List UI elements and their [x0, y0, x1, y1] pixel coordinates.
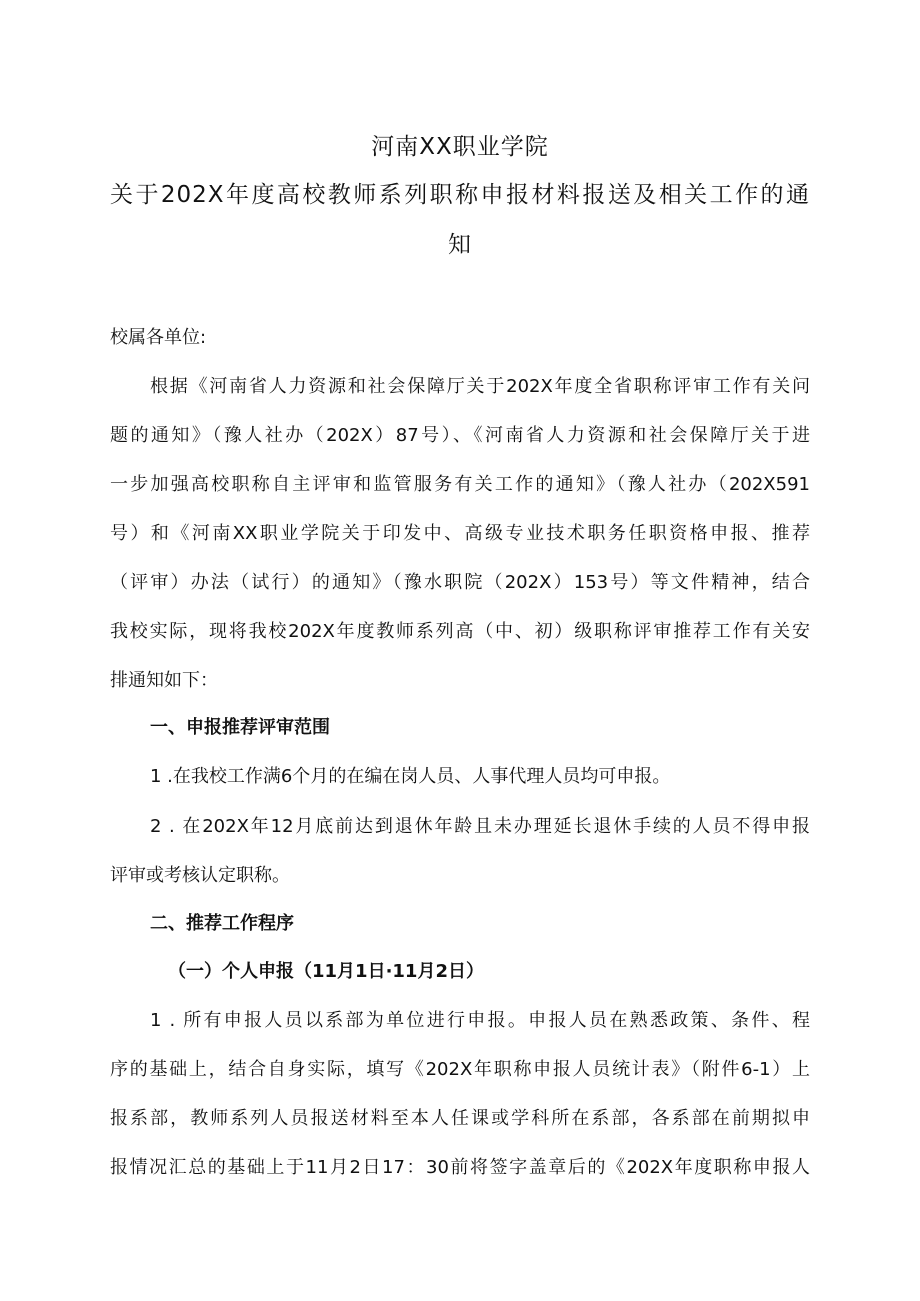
- subsection-1-item-1-line: 序的基础上，结合自身实际，填写《202X年职称申报人员统计表》（附件6-1）上: [110, 1059, 810, 1080]
- subsection-1-item-1-line: 1 . 所有申报人员以系部为单位进行申报。申报人员在熟悉政策、条件、程: [150, 1010, 810, 1031]
- intro-line: 根据《河南省人力资源和社会保障厅关于202X年度全省职称评审工作有关问: [150, 376, 810, 397]
- intro-line: 一步加强高校职称自主评审和监管服务有关工作的通知》（豫人社办（202X591: [110, 474, 810, 495]
- intro-line: 排通知如下：: [110, 670, 218, 691]
- intro-line: （评审）办法（试行）的通知》（豫水职院（202X）153号）等文件精神，结合: [110, 572, 810, 593]
- section-2-heading: 二、推荐工作程序: [150, 913, 294, 934]
- salutation: 校属各单位:: [110, 327, 207, 348]
- intro-line: 号）和《河南XX职业学院关于印发中、高级专业技术职务任职资格申报、推荐: [110, 523, 810, 544]
- intro-line: 题的通知》（豫人社办（202X）87号）、《河南省人力资源和社会保障厅关于进: [110, 425, 810, 446]
- section-1-item-2-line: 2 . 在202X年12月底前达到退休年龄且未办理延长退休手续的人员不得申报: [150, 816, 810, 837]
- subsection-1-heading: （一）个人申报（11月1日·11月2日）: [168, 961, 484, 982]
- subsection-1-item-1-line: 报情况汇总的基础上于11月2日17：30前将签字盖章后的《202X年度职称申报人: [110, 1157, 810, 1178]
- title-line-2: 关于202X年度高校教师系列职称申报材料报送及相关工作的通: [110, 182, 810, 208]
- subsection-1-item-1-line: 报系部，教师系列人员报送材料至本人任课或学科所在系部，各系部在前期拟申: [110, 1108, 810, 1129]
- section-1-heading: 一、申报推荐评审范围: [150, 717, 330, 738]
- intro-line: 我校实际，现将我校202X年度教师系列高（中、初）级职称评审推荐工作有关安: [110, 621, 810, 642]
- section-1-item-2-line: 评审或考核认定职称。: [110, 865, 290, 886]
- title-line-3: 知: [448, 232, 472, 258]
- section-1-item-1: 1 .在我校工作满6个月的在编在岗人员、人事代理人员均可申报。: [150, 766, 671, 787]
- title-line-1: 河南XX职业学院: [371, 134, 549, 160]
